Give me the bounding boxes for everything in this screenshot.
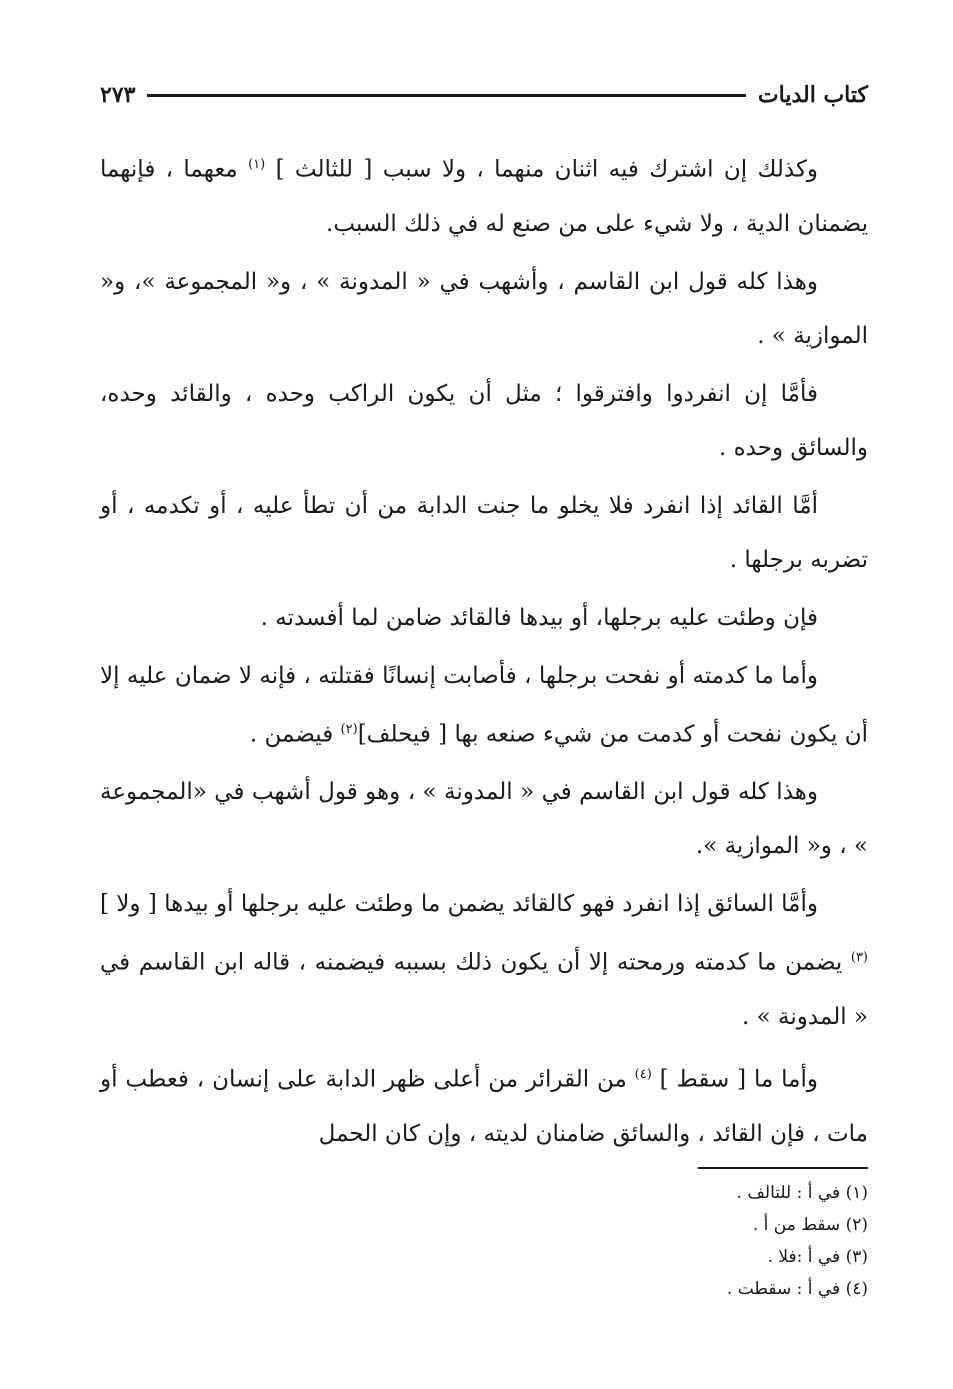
page-number: ٢٧٣	[100, 82, 136, 108]
paragraph-2: وهذا كله قول ابن القاسم ، وأشهب في « المدونة » ، و« المجموعة »، و« الموازية » .	[100, 268, 868, 349]
footnote-ref-4: (٤)	[634, 1066, 652, 1082]
footnotes	[100, 1177, 868, 1305]
paragraph-9: وأما ما [ سقط ] $^{(٤)}$ من القرائر من أعلى ظهر الدابة على إنسان ، فعطب أو مات ، فإن القائد ، والسائق ضامنان لديته ، وإن كان الحمل	[100, 1066, 868, 1147]
footnote-ref-3: (٣)	[850, 950, 868, 966]
paragraph-6: وأما ما كدمته أو نفحت برجلها ، فأصابت إنسانًا فقتلته ، فإنه لا ضمان عليه إلا أن يكون نفحت أو كدمت من شيء صنعه بها [ فيحلف]$^{(٢)}$ فيضمن .	[100, 662, 868, 748]
body-text	[100, 138, 868, 1161]
paragraph-7: وهذا كله قول ابن القاسم في « المدونة » ، وهو قول أشهب في «المجموعة » ، و« الموازية ».	[100, 779, 868, 860]
footnote-ref-1: (١)	[248, 157, 266, 172]
paragraph-8: وأمَّا السائق إذا انفرد فهو كالقائد يضمن ما وطئت عليه برجلها أو بيدها [ ولا ] $^{(٣)}$ يضمن ما كدمته ورمحته إلا أن يكون ذلك بسببه فيضمنه ، قاله ابن القاسم في « المدونة » .	[100, 891, 868, 1030]
paragraph-3: فأمَّا إن انفردوا وافترقوا ؛ مثل أن يكون الراكب وحده ، والقائد وحده، والسائق وحده .	[100, 380, 868, 461]
header-rule	[147, 94, 745, 97]
paragraph-1: وكذلك إن اشترك فيه اثنان منهما ، ولا سبب [ للثالث ] $^{(١)}$ معهما ، فإنهما يضمنان الدية ، ولا شيء على من صنع له في ذلك السبب.	[100, 156, 868, 237]
running-title: كتاب الديات	[757, 82, 868, 108]
footnote-separator	[698, 1167, 868, 1169]
footnote-2: (٢) سقط من أ .	[752, 1214, 868, 1235]
paragraph-5: فإن وطئت عليه برجلها، أو بيدها فالقائد ضامن لما أفسدته .	[260, 604, 818, 631]
page-header	[100, 70, 868, 120]
footnote-3: (٣) في أ :فلا .	[767, 1246, 868, 1267]
book-page	[100, 70, 868, 1305]
footnote-4: (٤) في أ : سقطت .	[726, 1278, 868, 1299]
footnote-1: (١) في أ : للتالف .	[736, 1182, 868, 1203]
paragraph-4: أمَّا القائد إذا انفرد فلا يخلو ما جنت الدابة من أن تطأ عليه ، أو تكدمه ، أو تضربه برجلها .	[100, 492, 868, 573]
footnote-ref-2: (٢)	[340, 721, 358, 737]
